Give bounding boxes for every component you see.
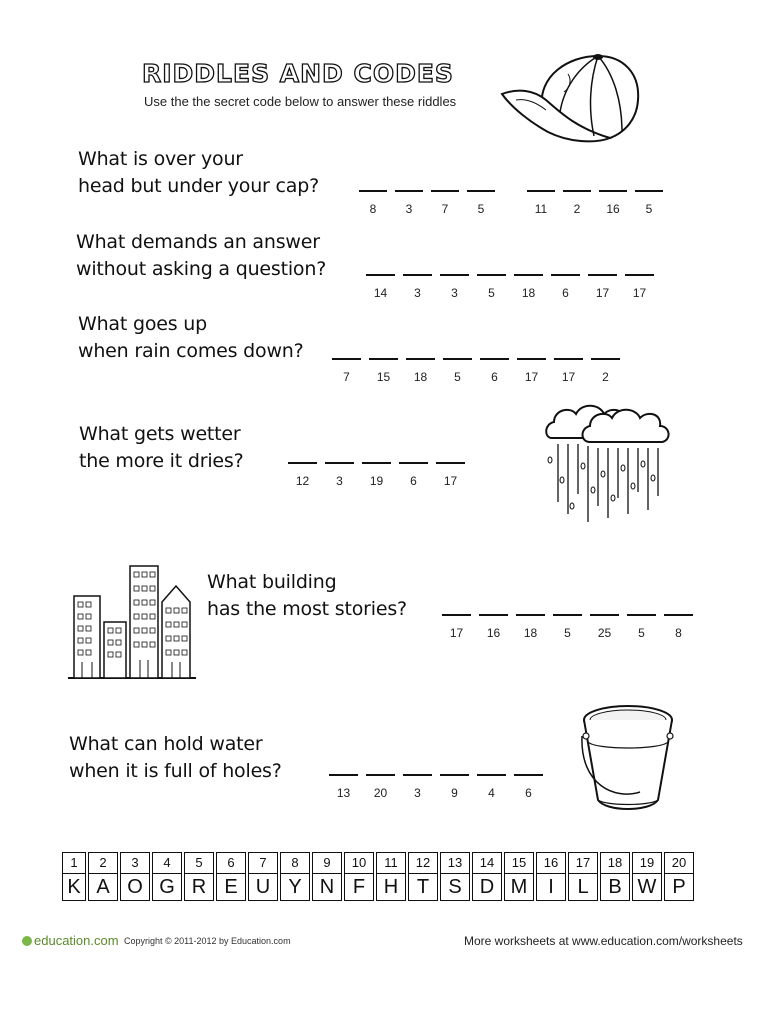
letter-blank: 20 (362, 774, 399, 800)
letter-blank: 25 (586, 614, 623, 640)
letter-blank: 17 (550, 358, 587, 384)
letter-blank: 18 (510, 274, 547, 300)
code-cell: 13 S (440, 852, 470, 901)
code-cell: 10 F (344, 852, 374, 901)
letter-blank: 4 (473, 774, 510, 800)
letter-blank: 3 (399, 774, 436, 800)
code-cell: 6 E (216, 852, 246, 901)
riddle-2-answer (362, 274, 658, 300)
letter-blank: 12 (284, 462, 321, 488)
riddle-3-question: What goes up when rain comes down? (78, 313, 304, 362)
copyright-text: Copyright © 2011-2012 by Education.com (124, 936, 291, 946)
cap-icon (498, 50, 648, 146)
letter-blank: 17 (438, 614, 475, 640)
code-cell: 20 P (664, 852, 694, 901)
secret-code-table (62, 852, 696, 901)
letter-blank: 19 (358, 462, 395, 488)
code-cell: 19 W (632, 852, 662, 901)
letter-blank: 3 (391, 190, 427, 216)
code-cell: 3 O (120, 852, 150, 901)
letter-blank: 16 (475, 614, 512, 640)
letter-blank: 17 (584, 274, 621, 300)
letter-blank: 3 (321, 462, 358, 488)
letter-blank: 6 (547, 274, 584, 300)
riddle-5-answer (438, 614, 697, 640)
riddle-5-question: What building has the most stories? (207, 571, 407, 620)
code-cell: 9 N (312, 852, 342, 901)
code-cell: 16 I (536, 852, 566, 901)
letter-blank: 5 (473, 274, 510, 300)
code-cell: 11 H (376, 852, 406, 901)
education-logo: education.com (22, 933, 119, 948)
letter-blank: 2 (559, 190, 595, 216)
letter-blank: 11 (523, 190, 559, 216)
letter-blank: 6 (476, 358, 513, 384)
code-cell: 5 R (184, 852, 214, 901)
letter-blank: 3 (436, 274, 473, 300)
riddle-3-answer (328, 358, 624, 384)
code-cell: 1 K (62, 852, 86, 901)
riddle-6-question: What can hold water when it is full of holes? (69, 733, 282, 782)
riddle-4-question: What gets wetter the more it dries? (79, 423, 244, 472)
letter-blank: 8 (355, 190, 391, 216)
riddle-1-answer (355, 190, 667, 216)
riddle-6-answer (325, 774, 547, 800)
bucket-icon (576, 696, 680, 814)
letter-blank: 6 (510, 774, 547, 800)
letter-blank: 5 (439, 358, 476, 384)
code-cell: 14 D (472, 852, 502, 901)
letter-blank: 17 (432, 462, 469, 488)
letter-blank: 7 (328, 358, 365, 384)
letter-blank: 5 (631, 190, 667, 216)
letter-blank: 6 (395, 462, 432, 488)
letter-blank: 18 (512, 614, 549, 640)
letter-blank: 5 (623, 614, 660, 640)
code-cell: 12 T (408, 852, 438, 901)
code-cell: 15 M (504, 852, 534, 901)
logo-mark-icon (22, 936, 32, 946)
code-cell: 18 B (600, 852, 630, 901)
letter-blank: 3 (399, 274, 436, 300)
letter-blank: 9 (436, 774, 473, 800)
rain-cloud-icon (542, 398, 672, 526)
worksheet-title (140, 56, 480, 96)
more-worksheets-link[interactable]: More worksheets at www.education.com/worksheets (464, 934, 743, 948)
worksheet-subtitle: Use the the secret code below to answer these riddles (144, 94, 457, 109)
letter-blank: 2 (587, 358, 624, 384)
letter-blank: 14 (362, 274, 399, 300)
letter-blank: 8 (660, 614, 697, 640)
letter-blank: 7 (427, 190, 463, 216)
riddle-4-answer (284, 462, 469, 488)
riddle-2-question: What demands an answer without asking a question? (76, 231, 327, 280)
letter-blank: 5 (463, 190, 499, 216)
letter-blank: 18 (402, 358, 439, 384)
letter-blank: 5 (549, 614, 586, 640)
code-cell: 17 L (568, 852, 598, 901)
code-cell: 2 A (88, 852, 118, 901)
buildings-icon (68, 562, 196, 682)
code-cell: 4 G (152, 852, 182, 901)
code-cell: 8 Y (280, 852, 310, 901)
letter-blank: 13 (325, 774, 362, 800)
letter-blank: 17 (513, 358, 550, 384)
letter-blank: 17 (621, 274, 658, 300)
letter-blank: 16 (595, 190, 631, 216)
code-cell: 7 U (248, 852, 278, 901)
letter-blank: 15 (365, 358, 402, 384)
riddle-1-question: What is over your head but under your cap? (78, 148, 319, 197)
svg-text:RIDDLES AND CODES: RIDDLES AND CODES (142, 59, 454, 88)
